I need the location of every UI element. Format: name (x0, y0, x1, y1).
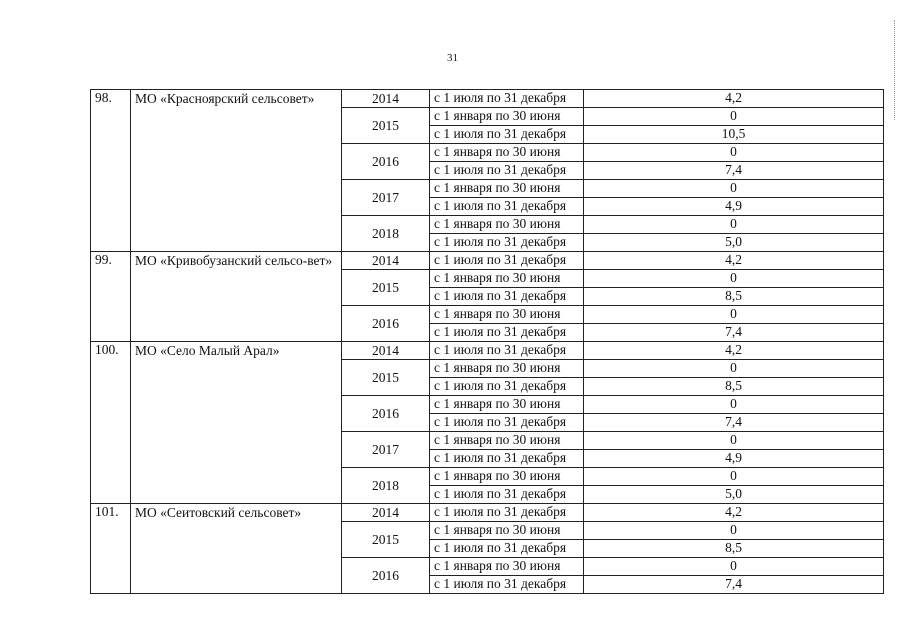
value-cell: 8,5 (584, 378, 884, 396)
year-cell: 2018 (342, 468, 430, 504)
value-cell: 4,2 (584, 342, 884, 360)
period-cell: с 1 июля по 31 декабря (430, 126, 584, 144)
table-row (91, 342, 884, 360)
value-cell: 7,4 (584, 576, 884, 594)
year-cell: 2016 (342, 144, 430, 180)
period-cell: с 1 июля по 31 декабря (430, 450, 584, 468)
year-cell: 2017 (342, 180, 430, 216)
table-row (91, 252, 884, 270)
period-cell: с 1 января по 30 июня (430, 216, 584, 234)
value-cell: 10,5 (584, 126, 884, 144)
value-cell: 0 (584, 270, 884, 288)
entity-number: 100. (91, 342, 131, 504)
value-cell: 5,0 (584, 234, 884, 252)
value-cell: 0 (584, 306, 884, 324)
period-cell: с 1 января по 30 июня (430, 522, 584, 540)
period-cell: с 1 января по 30 июня (430, 144, 584, 162)
year-cell: 2018 (342, 216, 430, 252)
year-cell: 2014 (342, 342, 430, 360)
period-cell: с 1 июля по 31 декабря (430, 486, 584, 504)
year-cell: 2016 (342, 558, 430, 594)
entity-name: МО «Сеитовский сельсовет» (131, 504, 342, 594)
value-cell: 0 (584, 432, 884, 450)
value-cell: 0 (584, 558, 884, 576)
value-cell: 0 (584, 216, 884, 234)
value-cell: 0 (584, 360, 884, 378)
period-cell: с 1 июля по 31 декабря (430, 342, 584, 360)
period-cell: с 1 января по 30 июня (430, 558, 584, 576)
period-cell: с 1 июля по 31 декабря (430, 378, 584, 396)
value-cell: 8,5 (584, 540, 884, 558)
period-cell: с 1 июля по 31 декабря (430, 162, 584, 180)
value-cell: 7,4 (584, 414, 884, 432)
year-cell: 2014 (342, 504, 430, 522)
value-cell: 0 (584, 396, 884, 414)
table-body (91, 90, 884, 594)
period-cell: с 1 января по 30 июня (430, 360, 584, 378)
period-cell: с 1 января по 30 июня (430, 396, 584, 414)
value-cell: 4,2 (584, 504, 884, 522)
period-cell: с 1 января по 30 июня (430, 108, 584, 126)
value-cell: 0 (584, 144, 884, 162)
period-cell: с 1 июля по 31 декабря (430, 198, 584, 216)
entity-name: МО «Красноярский сельсовет» (131, 90, 342, 252)
entity-name: МО «Село Малый Арал» (131, 342, 342, 504)
year-cell: 2015 (342, 270, 430, 306)
period-cell: с 1 июля по 31 декабря (430, 504, 584, 522)
value-cell: 0 (584, 522, 884, 540)
value-cell: 7,4 (584, 324, 884, 342)
period-cell: с 1 июля по 31 декабря (430, 90, 584, 108)
period-cell: с 1 июля по 31 декабря (430, 576, 584, 594)
value-cell: 8,5 (584, 288, 884, 306)
entity-number: 99. (91, 252, 131, 342)
year-cell: 2016 (342, 396, 430, 432)
period-cell: с 1 июля по 31 декабря (430, 252, 584, 270)
year-cell: 2016 (342, 306, 430, 342)
year-cell: 2014 (342, 252, 430, 270)
period-cell: с 1 июля по 31 декабря (430, 414, 584, 432)
period-cell: с 1 января по 30 июня (430, 180, 584, 198)
period-cell: с 1 января по 30 июня (430, 306, 584, 324)
value-cell: 4,9 (584, 450, 884, 468)
value-cell: 0 (584, 468, 884, 486)
entity-name: МО «Кривобузанский сельсо-вет» (131, 252, 342, 342)
period-cell: с 1 июля по 31 декабря (430, 234, 584, 252)
period-cell: с 1 января по 30 июня (430, 432, 584, 450)
period-cell: с 1 января по 30 июня (430, 468, 584, 486)
page-number: 31 (447, 52, 458, 64)
year-cell: 2014 (342, 90, 430, 108)
period-cell: с 1 июля по 31 декабря (430, 324, 584, 342)
tariff-table (90, 89, 884, 594)
entity-number: 98. (91, 90, 131, 252)
period-cell: с 1 января по 30 июня (430, 270, 584, 288)
year-cell: 2015 (342, 360, 430, 396)
value-cell: 0 (584, 108, 884, 126)
value-cell: 0 (584, 180, 884, 198)
year-cell: 2015 (342, 522, 430, 558)
value-cell: 4,9 (584, 198, 884, 216)
value-cell: 4,2 (584, 90, 884, 108)
value-cell: 7,4 (584, 162, 884, 180)
value-cell: 5,0 (584, 486, 884, 504)
table-row (91, 90, 884, 108)
entity-number: 101. (91, 504, 131, 594)
table-row (91, 504, 884, 522)
year-cell: 2015 (342, 108, 430, 144)
year-cell: 2017 (342, 432, 430, 468)
value-cell: 4,2 (584, 252, 884, 270)
scan-edge-mark (892, 20, 895, 120)
period-cell: с 1 июля по 31 декабря (430, 288, 584, 306)
period-cell: с 1 июля по 31 декабря (430, 540, 584, 558)
